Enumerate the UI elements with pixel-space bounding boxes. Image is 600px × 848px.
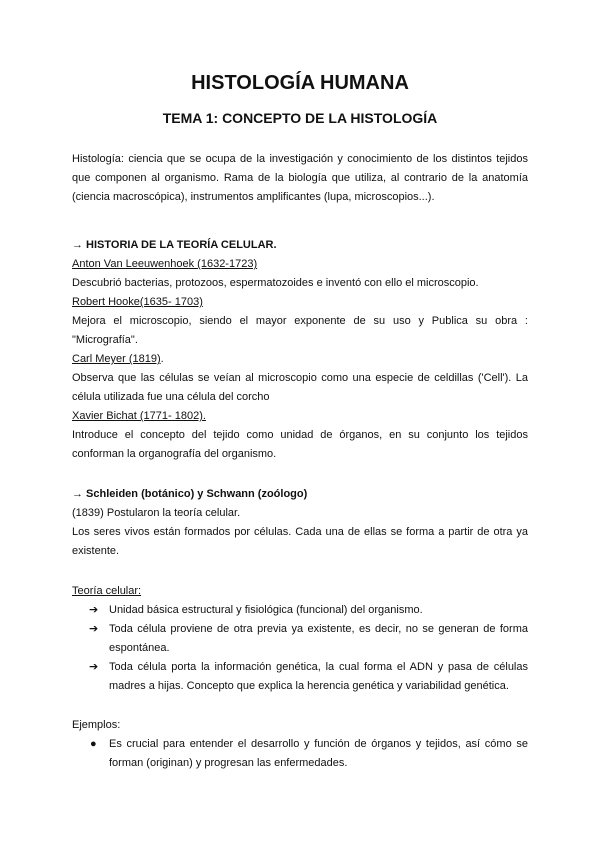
history-heading: → HISTORIA DE LA TEORÍA CELULAR.: [72, 239, 277, 251]
examples-list: [72, 735, 528, 773]
document-body: [72, 150, 528, 773]
schleiden-line-1: (1839) Postularon la teoría celular.: [72, 507, 241, 519]
scientist-description: Descubrió bacterias, protozoos, espermatozoides e inventó con ello el microscopio.: [72, 277, 479, 289]
scientist-name: Carl Meyer (1819): [72, 353, 161, 365]
bullet-icon: ●: [90, 738, 97, 750]
list-item: ➔ Toda célula proviene de otra previa ya existente, es decir, no se generan de forma espontánea.: [72, 620, 528, 658]
scientist-description: Observa que las células se veían al microscopio como una especie de celdillas ('Cell'). La célula utilizada fue una célula del corcho: [72, 372, 528, 403]
page-subtitle: TEMA 1: CONCEPTO DE LA HISTOLOGÍA: [162, 110, 438, 126]
scientist-description: Mejora el microscopio, siendo el mayor exponente de su uso y Publica su obra : "Micrografía".: [72, 315, 528, 346]
list-item: ➔ Unidad básica estructural y fisiológica (funcional) del organismo.: [72, 601, 528, 620]
scientist-name: Anton Van Leeuwenhoek (1632-1723): [72, 258, 258, 270]
schleiden-heading: → Schleiden (botánico) y Schwann (zoólogo): [72, 488, 308, 500]
arrow-icon: ➔: [89, 661, 99, 673]
arrow-icon: ➔: [89, 623, 99, 635]
theory-list: [72, 601, 528, 696]
scientist-name: Xavier Bichat (1771- 1802).: [72, 410, 206, 422]
schleiden-line-2: Los seres vivos están formados por células. Cada una de ellas se forma a partir de otra ya existente.: [72, 526, 528, 557]
list-item: ● Es crucial para entender el desarrollo y función de órganos y tejidos, así cómo se forman (originan) y progresan las enfermedades.: [72, 735, 528, 773]
theory-heading: Teoría celular:: [72, 585, 142, 597]
scientist-name: Robert Hooke(1635- 1703): [72, 296, 203, 308]
examples-heading: Ejemplos:: [72, 719, 121, 731]
list-item: ➔ Toda célula porta la información genética, la cual forma el ADN y pasa de células madres a hijas. Concepto que explica la herencia genética y variabilidad genética.: [72, 658, 528, 696]
scientist-name-suffix: .: [160, 353, 164, 365]
intro-paragraph: Histología: ciencia que se ocupa de la investigación y conocimiento de los distintos tejidos que componen al organismo. Rama de la biología que utiliza, al contrario de la anatomía (ciencia macroscópica), instrumentos amplificantes (lupa, microscopios...).: [72, 153, 528, 203]
page-title: HISTOLOGÍA HUMANA: [191, 72, 409, 94]
scientist-description: Introduce el concepto del tejido como unidad de órganos, en su conjunto los tejidos conforman la organografía del organismo.: [72, 429, 528, 460]
arrow-icon: ➔: [89, 604, 99, 616]
